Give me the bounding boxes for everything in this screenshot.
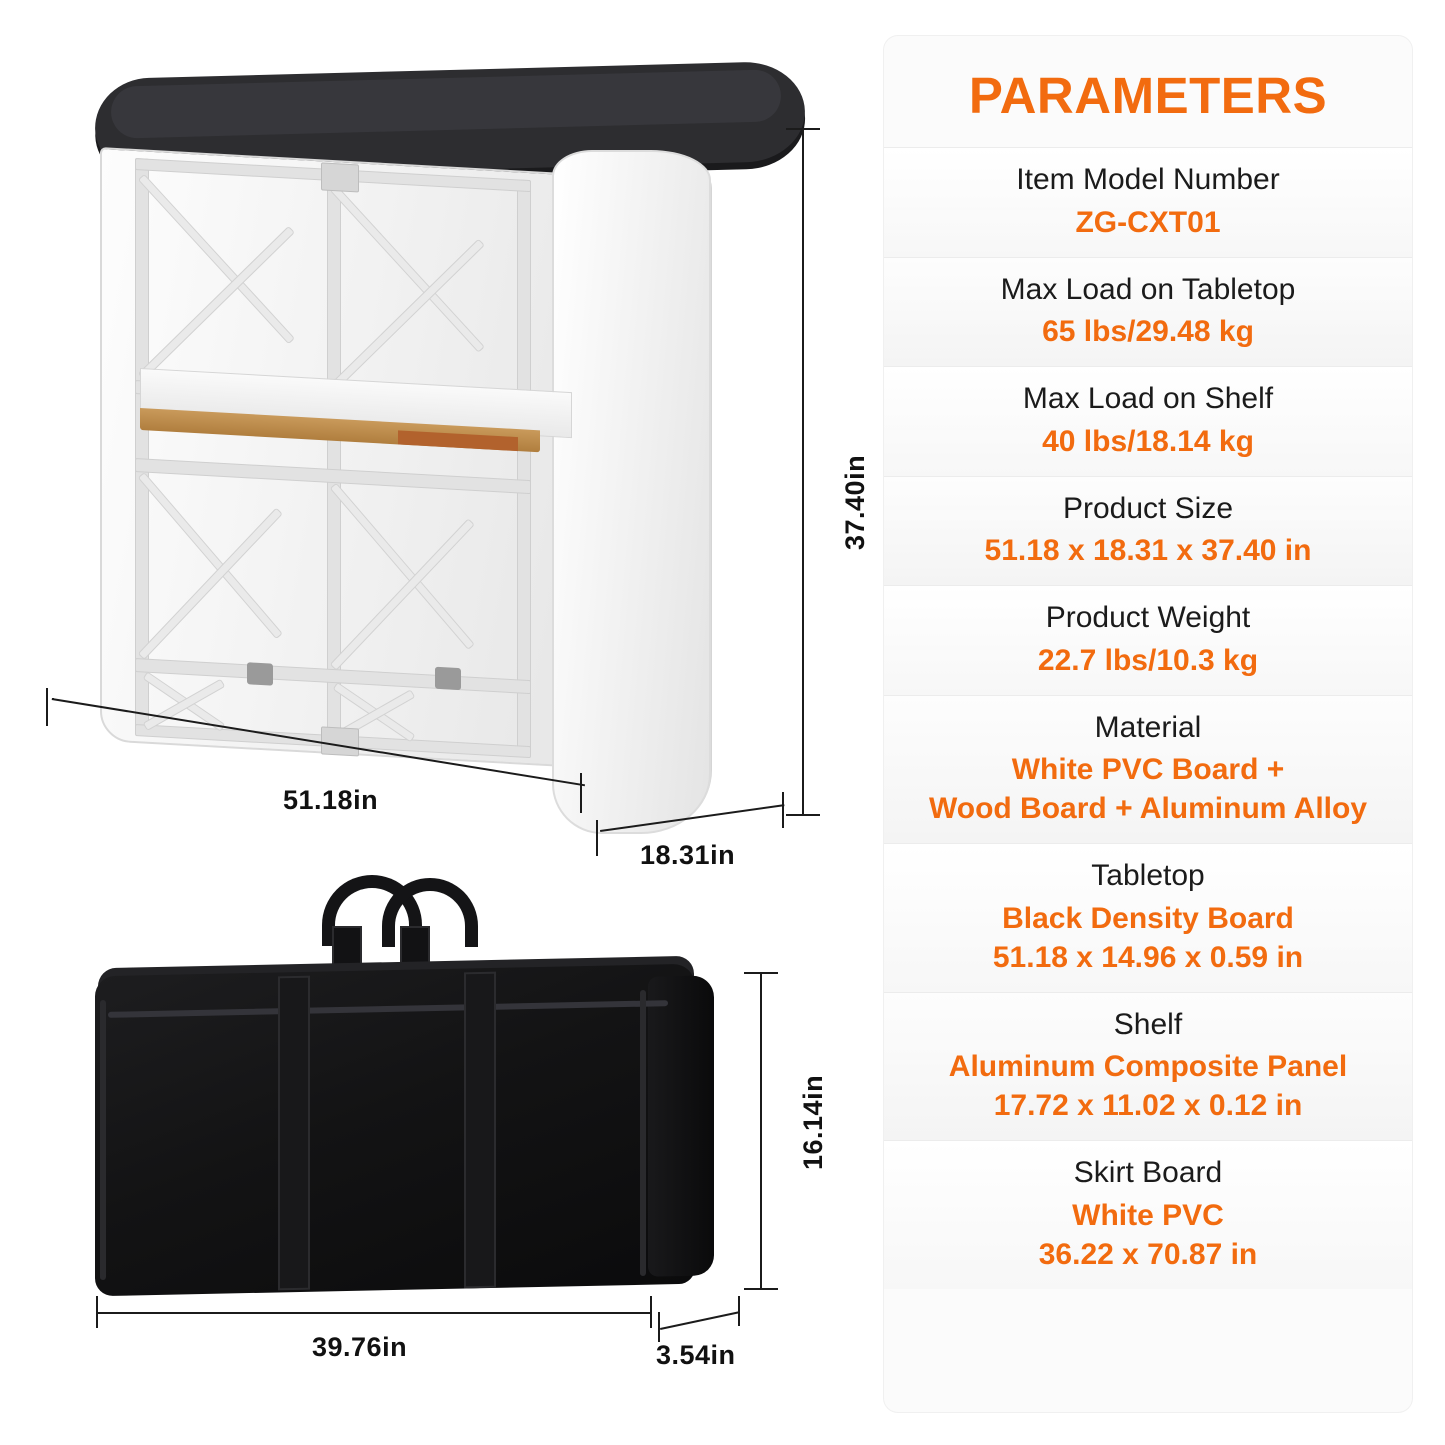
bag-side-panel — [648, 975, 714, 1276]
parameter-value: ZG-CXT01 — [1075, 205, 1221, 239]
parameter-value: 40 lbs/18.14 kg — [1042, 424, 1254, 458]
bag-thickness-dim-line — [660, 1311, 739, 1330]
parameter-row — [884, 257, 1412, 367]
parameter-value-line2: Wood Board + Aluminum Alloy — [928, 792, 1368, 825]
parameter-value: White PVC Board + — [1011, 753, 1285, 786]
bag-height-dim-line — [760, 972, 762, 1290]
parameter-value-line2: 17.72 x 11.02 x 0.12 in — [993, 1089, 1303, 1122]
counter-illustration — [40, 50, 870, 870]
parameter-row — [884, 695, 1412, 844]
parameter-row — [884, 843, 1412, 992]
bag-thickness-label: 3.54in — [656, 1340, 736, 1370]
carry-bag-illustration — [60, 880, 828, 1420]
parameter-label: Product Size — [1062, 491, 1234, 525]
parameter-value: 22.7 lbs/10.3 kg — [1037, 643, 1259, 677]
parameter-value-line2: 36.22 x 70.87 in — [1038, 1237, 1258, 1271]
parameter-label: Max Load on Tabletop — [1000, 272, 1296, 306]
parameter-label: Tabletop — [1091, 859, 1205, 892]
parameter-label: Item Model Number — [1016, 163, 1280, 196]
parameter-row — [884, 147, 1412, 257]
parameter-label: Material — [1094, 710, 1202, 744]
parameters-title: PARAMETERS — [968, 67, 1328, 124]
parameter-value: Black Density Board — [1002, 901, 1294, 935]
parameter-value: 51.18 x 18.31 x 37.40 in — [984, 534, 1312, 567]
height-dim-line — [802, 128, 804, 816]
parameter-value-line2: 51.18 x 14.96 x 0.59 in — [992, 940, 1304, 974]
parameter-label: Product Weight — [1045, 601, 1251, 634]
parameters-panel — [884, 36, 1412, 1412]
parameter-row — [884, 476, 1412, 586]
parameter-value: White PVC — [1072, 1198, 1224, 1232]
counter-width-label: 51.18in — [283, 785, 379, 815]
parameter-label: Max Load on Shelf — [1022, 382, 1274, 415]
bag-width-dim-line — [96, 1312, 652, 1314]
parameter-row — [884, 366, 1412, 476]
counter-body-right — [552, 150, 711, 834]
counter-height-label: 37.40in — [840, 454, 870, 550]
parameter-value: Aluminum Composite Panel — [948, 1050, 1348, 1083]
parameter-row — [884, 585, 1412, 695]
parameter-label: Skirt Board — [1073, 1156, 1223, 1189]
parameter-row — [884, 1140, 1412, 1289]
bag-width-label: 39.76in — [312, 1332, 408, 1362]
parameter-row — [884, 992, 1412, 1141]
parameter-label: Shelf — [1113, 1007, 1183, 1041]
parameter-value: 65 lbs/29.48 kg — [1042, 315, 1254, 348]
counter-depth-label: 18.31in — [640, 840, 736, 870]
bag-height-label: 16.14in — [798, 1074, 828, 1170]
